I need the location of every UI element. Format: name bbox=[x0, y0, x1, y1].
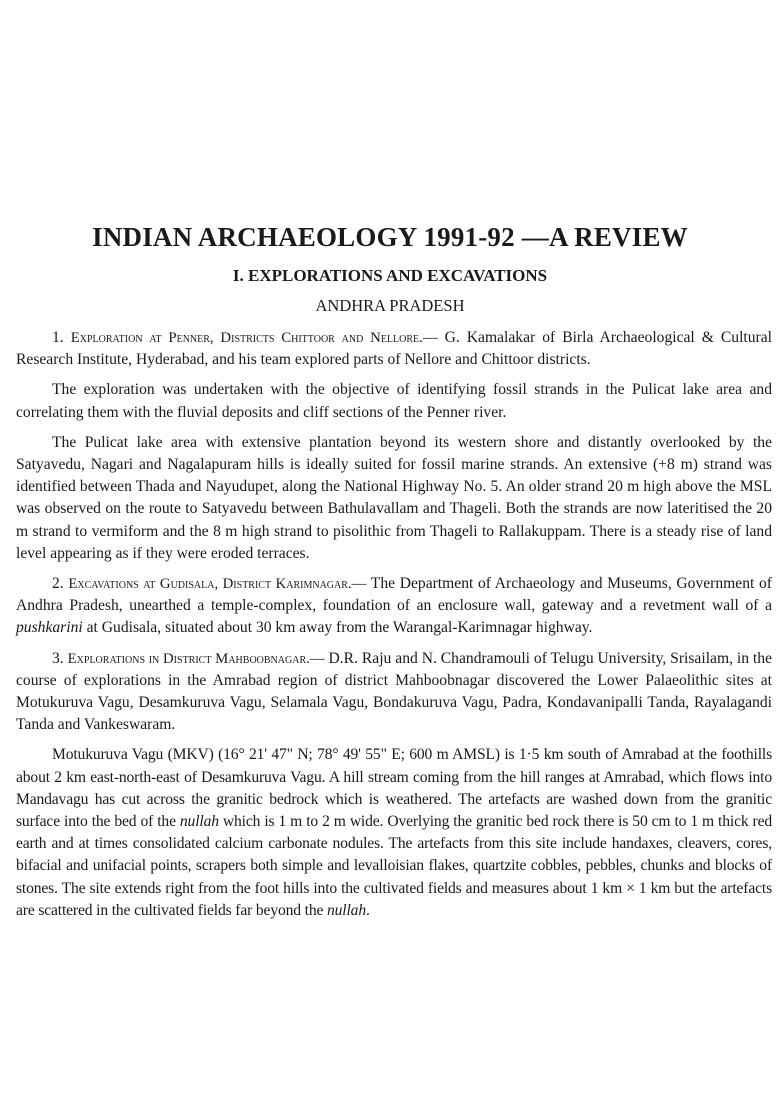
section-heading: I. EXPLORATIONS AND EXCAVATIONS bbox=[232, 266, 548, 285]
paragraph-number: 1. bbox=[52, 329, 64, 346]
paragraph-heading: Excavations at Gudisala, District Karimnagar.— bbox=[68, 576, 367, 593]
state-heading: ANDHRA PRADESH bbox=[315, 296, 465, 315]
paragraph-number: 3. bbox=[52, 649, 64, 667]
paragraph-1 bbox=[16, 327, 772, 371]
paragraph-text: G. Kamalakar of Birla Archaeological & Cultural Research Institute, Hyderabad, and his team explored parts of Nellore and Chittoor districts. bbox=[16, 329, 773, 369]
italic-term: nullah bbox=[179, 813, 219, 831]
paragraph-number: 2. bbox=[52, 575, 64, 593]
body-text bbox=[16, 327, 772, 930]
paragraph-text: at Gudisala, situated about 30 km away from the Warangal-Karimnagar highway. bbox=[82, 619, 593, 637]
paragraph-text: which is 1 m to 2 m wide. Overlying the granitic bed rock there is 50 cm to 1 m thick red earth and at times consolidated calcium carbonate nodules. The artefacts from this site include handaxes, cleavers, cores, bifacial and unifacial points, scrapers both simple and levalloisian flakes, quartzite cobbles, pebbles, chunks and blocks of stones. The site extends right from the foot hills into the cultivated fields and measures about 1 km × 1 km but the artefacts are scattered in the cultivated fields far beyond the bbox=[16, 813, 773, 919]
paragraph-text: The Department of Archaeology and Museums, Government of Andhra Pradesh, unearthed a temple-complex, foundation of an enclosure wall, gateway and a revetment wall of a bbox=[16, 575, 772, 615]
paragraph-text: Motukuruva Vagu (MKV) (16° 21' 47" N; 78° 49' 55" E; 600 m AMSL) is 1·5 km south of Amrabad at the foothills about 2 km east-north-east of Desamkuruva Vagu. A hill stream coming from the hill ranges at Amrabad, which flows into Mandavagu has cut across the granitic bedrock which is weathered. The artefacts are washed down from the granitic surface into the bed of the bbox=[16, 746, 772, 831]
italic-term: nullah bbox=[327, 901, 366, 919]
paragraph-heading: Exploration at Penner, Districts Chittoor and Nellore.— bbox=[70, 330, 438, 346]
italic-term: pushkarini bbox=[16, 619, 83, 637]
paragraph-6 bbox=[16, 744, 772, 922]
paragraph-5 bbox=[16, 648, 772, 737]
paragraph-text: . bbox=[365, 901, 370, 919]
paragraph-4 bbox=[16, 573, 772, 640]
paragraph-heading: Explorations in District Mahboobnagar.— bbox=[67, 650, 325, 667]
paragraph-2: The exploration was undertaken with the objective of identifying fossil strands in the Pulicat lake area and correlating them with the fluvial deposits and cliff sections of the Penner river. bbox=[16, 381, 772, 421]
paragraph-3: The Pulicat lake area with extensive plantation beyond its western shore and distantly overlooked by the Satyavedu, Nagari and Nagalapuram hills is ideally suited for fossil marine strands. An extensive (+8 m) strand was identified between Thada and Nayudupet, along the National Highway No. 5. An older strand 20 m high above the MSL was observed on the route to Satyavedu between Bathulavallam and Thageli. Both the strands are now lateritised the 20 m strand to vermiform and the 8 m high strand to pisolithic from Thageli to Rallakuppam. There is a steady rise of land level appearing as if they were eroded terraces. bbox=[16, 433, 772, 562]
page-title: INDIAN ARCHAEOLOGY 1991-92 —A REVIEW bbox=[92, 222, 688, 252]
paragraph-text: D.R. Raju and N. Chandramouli of Telugu University, Srisailam, in the course of explorations in the Amrabad region of district Mahboobnagar discovered the Lower Palaeolithic sites at Motukuruva Vagu, Desamkuruva Vagu, Selamala Vagu, Bondakuruva Vagu, Padra, Kondavanipalli Tanda, Rayalagandi Tanda and Vankeswaram. bbox=[16, 649, 772, 734]
